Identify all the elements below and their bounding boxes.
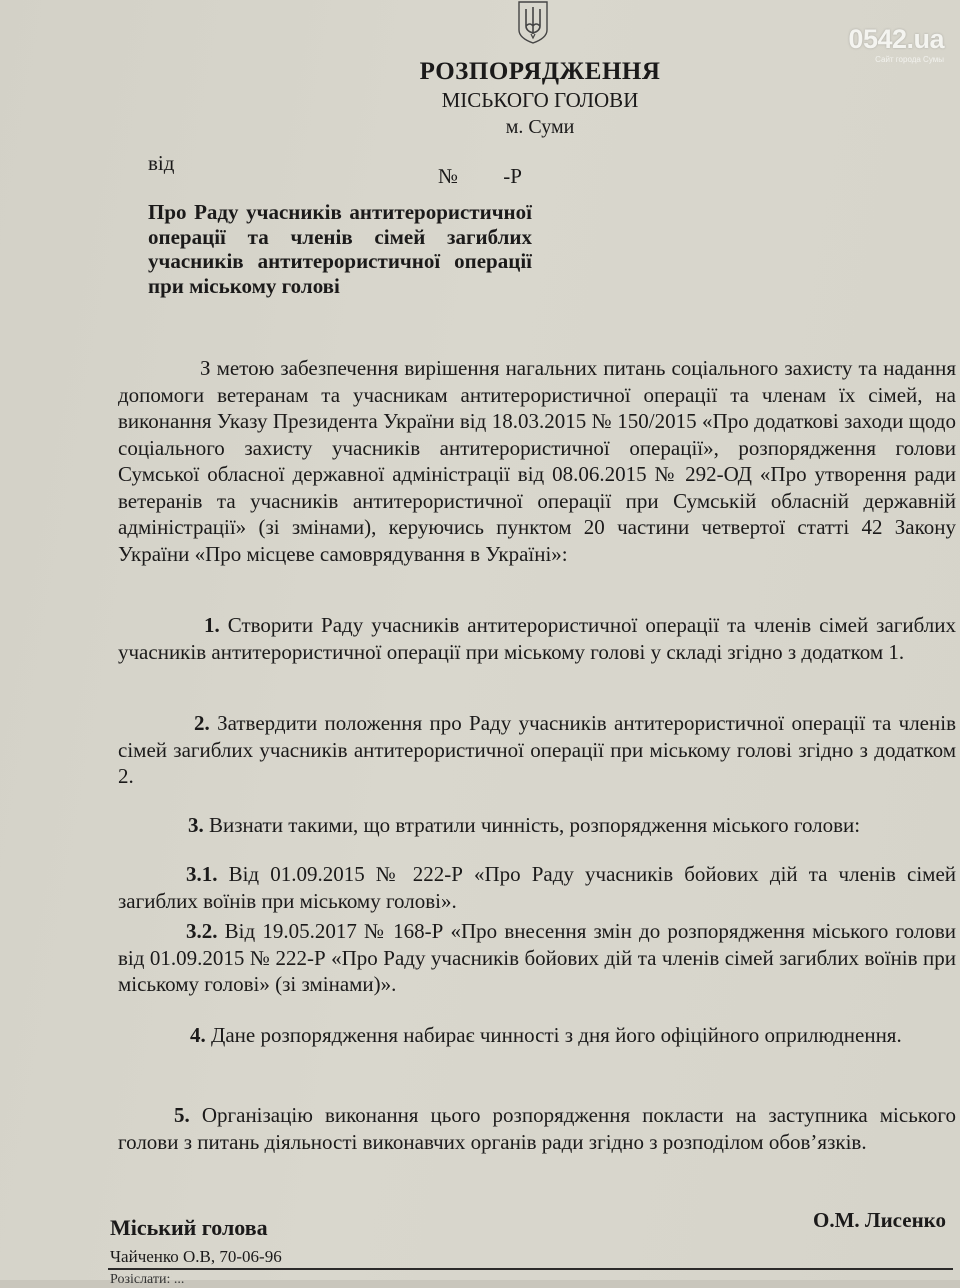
document-subtitle: МІСЬКОГО ГОЛОВИ [441, 88, 639, 112]
order-item-3-2 [118, 918, 956, 998]
footer-divider [108, 1268, 953, 1270]
trident-emblem-icon [516, 0, 550, 44]
item-text: Від 19.05.2017 № 168-Р «Про внесення змін до розпорядження міського голови від 01.09.2015 № 222-Р «Про Раду учасників бойових дій та членів сімей загиблих воїнів при міському голові» (зі змінами)». [118, 919, 956, 996]
item-number: 4. [190, 1023, 206, 1047]
order-item-3 [118, 812, 956, 839]
item-number: 3.1. [186, 862, 218, 886]
signature-name: О.М. Лисенко [813, 1208, 946, 1232]
item-number: 3. [188, 813, 204, 837]
site-watermark [848, 24, 944, 64]
order-item-1 [118, 612, 956, 665]
preamble-paragraph: З метою забезпечення вирішення нагальних питань соціального захисту та надання допомоги ветеранам та учасникам антитерористичної операції та членам їх сімей, на виконання Указу Президента України від 18.03.2015 № 150/2015 «Про додаткові заходи щодо соціального захисту учасників антитерористичної операції», розпорядження голови Сумської обласної державної адміністрації від 08.06.2015 № 292-ОД «Про утворення ради ветеранів та учасників антитерористичної операції при Сумській обласній державній адміністрації» (зі змінами), керуючись пунктом 20 частини четвертої статті 42 Закону України «Про місцеве самоврядування в Україні»: [118, 356, 956, 566]
item-text: Затвердити положення про Раду учасників антитерористичної операції та членів сімей загиблих учасників антитерористичної операції при міському голові згідно з додатком 2. [118, 711, 956, 788]
item-number: 1. [204, 613, 220, 637]
item-text: Від 01.09.2015 № 222-Р «Про Раду учасників бойових дій та членів сімей загиблих воїнів при міському голові». [118, 862, 956, 913]
watermark-logo: 0542.ua [848, 24, 944, 54]
document-subject: Про Раду учасників антитерористичної операції та членів сімей загиблих учасників антитерористичної операції при міському голові [148, 200, 532, 298]
item-text: Визнати такими, що втратили чинність, розпорядження міського голови: [209, 813, 861, 837]
document-city: м. Суми [505, 116, 575, 138]
footer-cut-text: Розіслати: ... [110, 1272, 185, 1287]
date-label: від [148, 151, 175, 175]
number-label: № -Р [438, 164, 522, 188]
item-text: Організацію виконання цього розпорядження покласти на заступника міського голови з питань діяльності виконавчих органів ради згідно з розподілом обов’язків. [118, 1103, 956, 1154]
order-item-2 [118, 710, 956, 790]
signature-title: Міський голова [110, 1215, 268, 1240]
item-number: 2. [194, 711, 210, 735]
document-title: РОЗПОРЯДЖЕННЯ [419, 58, 661, 85]
order-item-4 [118, 1022, 956, 1049]
item-number: 3.2. [186, 919, 218, 943]
item-text: Дане розпорядження набирає чинності з дня його офіційного оприлюднення. [211, 1023, 902, 1047]
item-text: Створити Раду учасників антитерористичної операції та членів сімей загиблих учасників антитерористичної операції при міському голові у складі згідно з додатком 1. [118, 613, 956, 664]
watermark-tagline: Сайт города Сумы [875, 55, 944, 64]
order-item-5 [118, 1102, 956, 1155]
executor-contact: Чайченко О.В, 70-06-96 [110, 1247, 282, 1266]
item-number: 5. [174, 1103, 190, 1127]
order-item-3-1 [118, 861, 956, 914]
